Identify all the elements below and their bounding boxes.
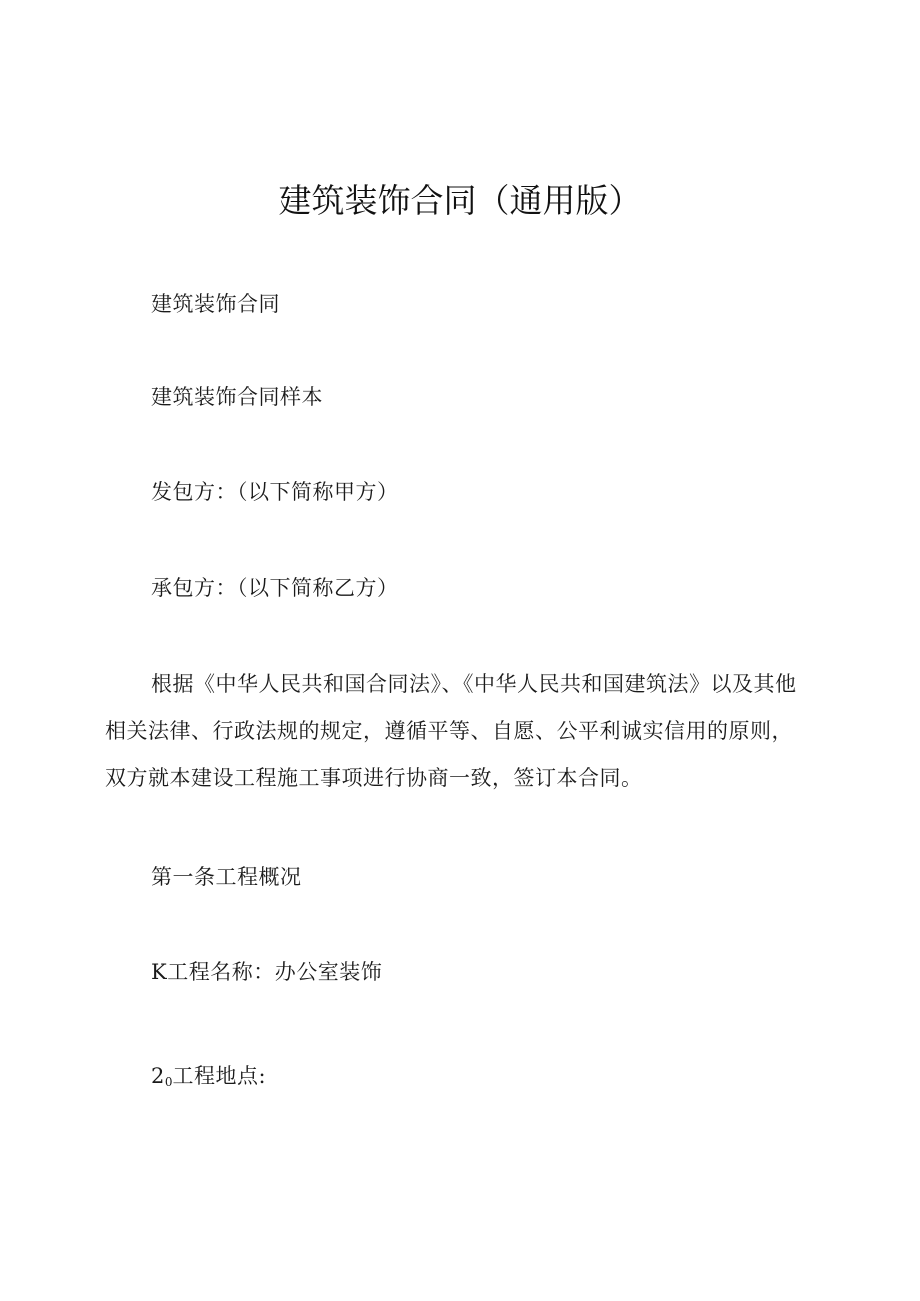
article-1-heading: 第一条工程概况 [151, 865, 302, 889]
item-project-name: K工程名称：办公室装饰 [151, 960, 383, 984]
document-title: 建筑装饰合同（通用版） [278, 181, 642, 220]
party-a-line: 发包方：（以下简称甲方） [151, 480, 399, 504]
contract-sample-label: 建筑装饰合同样本 [151, 385, 323, 409]
contract-heading: 建筑装饰合同 [151, 292, 280, 316]
preamble-paragraph: 根据《中华人民共和国合同法》、《中华人民共和国建筑法》以及其他相关法律、行政法规的规定，遵循平等、自愿、公平利诚实信用的原则，双方就本建设工程施工事项进行协商一致，签订本合同。 [105, 672, 797, 790]
item-location-label: 工程地点: [172, 1064, 267, 1088]
item-number: 2 [151, 1064, 165, 1088]
item-project-location [105, 1053, 805, 1106]
item-number-subscript: 0 [164, 1075, 173, 1089]
party-b-line: 承包方：（以下简称乙方） [151, 576, 399, 600]
